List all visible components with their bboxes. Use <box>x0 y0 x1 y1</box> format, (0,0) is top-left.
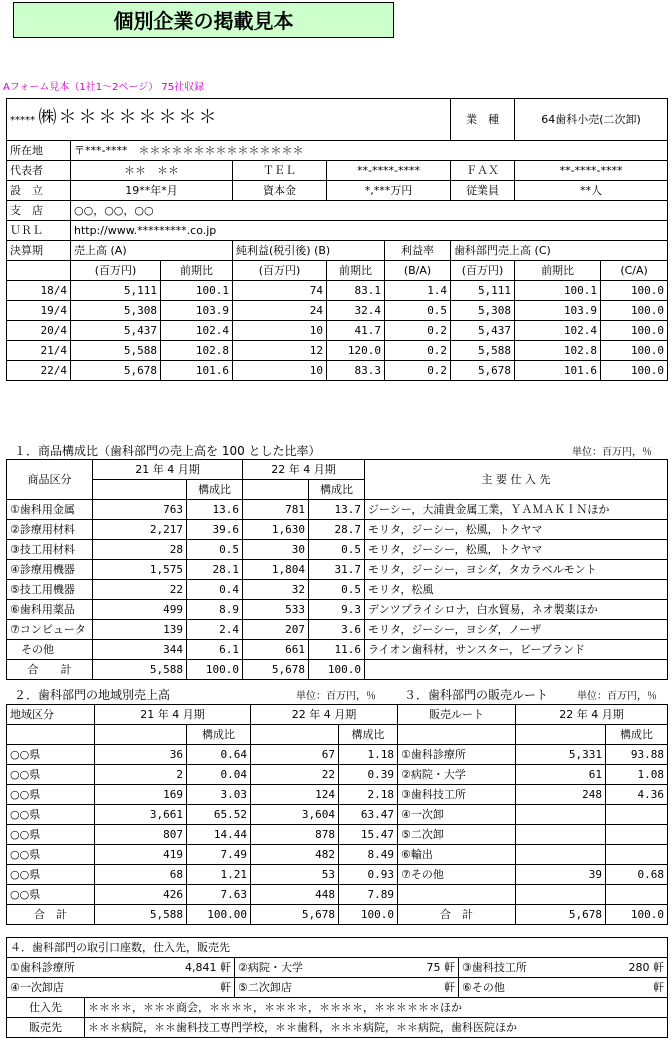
fin-cell: 32.4 <box>327 301 385 321</box>
fin-cell: 0.2 <box>385 361 451 381</box>
table-row <box>398 785 668 805</box>
fin-sub-million: (百万円) <box>71 261 161 281</box>
total-row <box>7 905 398 925</box>
address-value: 〒***-**** ＊＊＊＊＊＊＊＊＊＊＊＊＊＊＊ <box>71 141 668 161</box>
table-row <box>7 865 398 885</box>
table-row <box>7 745 398 765</box>
regional-cell: 0.93 <box>339 865 398 885</box>
industry-value: 64歯科小売(二次卸) <box>515 99 668 141</box>
product-mix-cell: 0.4 <box>187 580 243 600</box>
regional-cell: 67 <box>251 745 339 765</box>
route-cell: 248 <box>516 785 606 805</box>
fin-header-profit: 純利益(税引後) (B) <box>233 241 385 261</box>
product-mix-cell: 13.7 <box>309 500 365 520</box>
regional-cell: 1.21 <box>187 865 251 885</box>
fax-value: **-****-**** <box>515 161 668 181</box>
route-cell: 39 <box>516 865 606 885</box>
total-row <box>7 660 668 680</box>
fin-cell: 83.3 <box>327 361 385 381</box>
fin-cell: 21/4 <box>7 341 71 361</box>
fin-cell: 100.0 <box>601 321 668 341</box>
branch-value: ○○，○○，○○ <box>71 201 668 221</box>
regional-cell: ○○県 <box>7 825 95 845</box>
fin-cell: 12 <box>233 341 327 361</box>
product-mix-cell: 9.3 <box>309 600 365 620</box>
section2-title: ２．歯科部門の地域別売上高 <box>14 688 171 702</box>
table-row <box>7 520 668 540</box>
regional-cell: ○○県 <box>7 785 95 805</box>
fin-cell: 41.7 <box>327 321 385 341</box>
account-cell <box>235 978 459 998</box>
account-cell <box>459 978 668 998</box>
product-mix-cell: 533 <box>243 600 309 620</box>
product-mix-total-cell: 100.0 <box>309 660 365 680</box>
url-label: ＵＲＬ <box>7 221 71 241</box>
section1-unit: 単位：百万円，％ <box>572 447 652 458</box>
fin-cell: 5,111 <box>71 281 161 301</box>
product-mix-cell: ライオン歯科材，サンスター，ビーブランド <box>365 640 668 660</box>
account-count: 4,841 軒 <box>185 961 231 974</box>
s1-header-period1: 21 年 4 月期 <box>93 460 243 480</box>
fin-header-period: 決算期 <box>7 241 71 261</box>
regional-cell: 2.18 <box>339 785 398 805</box>
route-cell <box>516 825 606 845</box>
table-row <box>7 885 398 905</box>
product-mix-table <box>6 459 668 680</box>
table-row <box>398 885 668 905</box>
route-cell <box>606 885 668 905</box>
route-cell <box>606 845 668 865</box>
company-name-cell <box>7 99 451 141</box>
product-mix-cell: 0.5 <box>309 540 365 560</box>
table-row <box>7 620 668 640</box>
route-cell: 0.68 <box>606 865 668 885</box>
capital-label: 資本金 <box>233 181 327 201</box>
fin-cell: 0.2 <box>385 321 451 341</box>
product-mix-cell: 661 <box>243 640 309 660</box>
regional-cell: 14.44 <box>187 825 251 845</box>
regional-cell: 7.49 <box>187 845 251 865</box>
table-row <box>7 321 668 341</box>
regional-cell: 3,661 <box>95 805 187 825</box>
section4-title: ４．歯科部門の取引口座数，仕入先，販売先 <box>7 938 668 958</box>
table-row <box>7 640 668 660</box>
product-mix-cell: 2,217 <box>93 520 187 540</box>
regional-cell: 53 <box>251 865 339 885</box>
product-mix-cell: デンツプライシロナ，白水貿易，ネオ製薬ほか <box>365 600 668 620</box>
s2-header-ratio: 構成比 <box>187 725 251 745</box>
product-mix-cell: 1,575 <box>93 560 187 580</box>
regional-total-cell: 100.0 <box>339 905 398 925</box>
product-mix-cell: 139 <box>93 620 187 640</box>
route-cell: 93.88 <box>606 745 668 765</box>
regional-cell: ○○県 <box>7 865 95 885</box>
regional-cell: 65.52 <box>187 805 251 825</box>
product-mix-cell: 13.6 <box>187 500 243 520</box>
table-row <box>7 958 668 978</box>
table-row <box>7 600 668 620</box>
company-name: ㈱＊＊＊＊＊＊＊＊ <box>38 107 219 128</box>
product-mix-cell: 344 <box>93 640 187 660</box>
product-mix-total-cell: 5,588 <box>93 660 187 680</box>
fin-cell: 5,308 <box>71 301 161 321</box>
product-mix-cell: 207 <box>243 620 309 640</box>
route-cell: 4.36 <box>606 785 668 805</box>
fin-cell: 10 <box>233 361 327 381</box>
route-cell: ⑤二次卸 <box>398 825 516 845</box>
sales-route-table <box>397 704 668 925</box>
product-mix-cell: その他 <box>7 640 93 660</box>
account-type: ⑥その他 <box>462 981 505 994</box>
fin-cell: 5,111 <box>451 281 515 301</box>
account-type: ④一次卸店 <box>10 981 64 994</box>
table-row <box>398 865 668 885</box>
account-type: ②病院・大学 <box>238 961 303 974</box>
account-count: 75 軒 <box>426 961 455 974</box>
fin-sub-yoy: 前期比 <box>327 261 385 281</box>
fin-sub-ba: (B/A) <box>385 261 451 281</box>
route-total-cell: 5,678 <box>516 905 606 925</box>
table-row <box>398 805 668 825</box>
regional-cell: 807 <box>95 825 187 845</box>
route-cell: ②病院・大学 <box>398 765 516 785</box>
regional-total-cell: 合 計 <box>7 905 95 925</box>
fin-cell: 20/4 <box>7 321 71 341</box>
url-value: http://www.*********.co.jp <box>71 221 668 241</box>
table-row <box>7 765 398 785</box>
route-cell <box>516 845 606 865</box>
account-count: 280 軒 <box>628 961 664 974</box>
table-row <box>7 805 398 825</box>
table-row <box>7 341 668 361</box>
product-mix-cell: モリタ，ジーシー，ヨシダ，タカラベルモント <box>365 560 668 580</box>
table-row <box>398 745 668 765</box>
fin-cell: 102.4 <box>515 321 601 341</box>
product-mix-cell: 31.7 <box>309 560 365 580</box>
fin-cell: 5,678 <box>451 361 515 381</box>
fin-cell: 100.0 <box>601 301 668 321</box>
product-mix-total-cell: 5,678 <box>243 660 309 680</box>
fin-cell: 19/4 <box>7 301 71 321</box>
product-mix-cell: 0.5 <box>309 580 365 600</box>
fin-cell: 0.5 <box>385 301 451 321</box>
regional-cell: ○○県 <box>7 765 95 785</box>
regional-cell: 3,604 <box>251 805 339 825</box>
section1-title: １．商品構成比（歯科部門の売上高を 100 とした比率） <box>14 444 321 458</box>
total-row <box>398 905 668 925</box>
company-info-table <box>6 98 668 381</box>
account-type: ⑤二次卸店 <box>238 981 292 994</box>
page-title: 個別企業の掲載見本 <box>13 2 394 38</box>
regional-cell: 878 <box>251 825 339 845</box>
fax-label: ＦＡＸ <box>451 161 515 181</box>
product-mix-cell: 1,630 <box>243 520 309 540</box>
supplier-label: 仕入先 <box>7 998 85 1018</box>
account-cell <box>7 978 235 998</box>
product-mix-cell: 499 <box>93 600 187 620</box>
industry-label: 業 種 <box>451 99 515 141</box>
product-mix-cell: 28 <box>93 540 187 560</box>
route-cell <box>516 885 606 905</box>
account-cell <box>7 958 235 978</box>
s2-header-period1: 21 年 4 月期 <box>95 705 251 725</box>
fin-cell: 5,588 <box>71 341 161 361</box>
fin-cell: 5,437 <box>451 321 515 341</box>
product-mix-cell: 763 <box>93 500 187 520</box>
product-mix-cell: モリタ，ジーシー，松風，トクヤマ <box>365 520 668 540</box>
regional-cell: ○○県 <box>7 845 95 865</box>
s3-header-route: 販売ルート <box>398 705 516 725</box>
product-mix-cell: ①歯科用金属 <box>7 500 93 520</box>
product-mix-cell: ④診療用機器 <box>7 560 93 580</box>
table-row <box>7 978 668 998</box>
product-mix-total-cell: 合 計 <box>7 660 93 680</box>
regional-total-cell: 5,588 <box>95 905 187 925</box>
fin-cell: 1.4 <box>385 281 451 301</box>
fin-sub-million: (百万円) <box>233 261 327 281</box>
product-mix-cell: ②診療用材料 <box>7 520 93 540</box>
regional-cell: 2 <box>95 765 187 785</box>
supplier-value: ＊＊＊＊，＊＊＊商会，＊＊＊＊，＊＊＊＊，＊＊＊＊，＊＊＊＊＊＊ほか <box>85 998 668 1018</box>
route-cell: 61 <box>516 765 606 785</box>
form-subtitle: Aフォーム見本（1社1～2ページ） 75社収録 <box>3 82 205 93</box>
fin-cell: 24 <box>233 301 327 321</box>
fin-cell: 5,588 <box>451 341 515 361</box>
fin-cell: 18/4 <box>7 281 71 301</box>
product-mix-cell: モリタ，松風 <box>365 580 668 600</box>
fin-sub-ca: (C/A) <box>601 261 668 281</box>
fin-cell: 103.9 <box>161 301 233 321</box>
product-mix-cell: 2.4 <box>187 620 243 640</box>
regional-total-cell: 100.00 <box>187 905 251 925</box>
company-code: ***** <box>10 115 35 126</box>
fin-sub-million: (百万円) <box>451 261 515 281</box>
fin-sub-yoy: 前期比 <box>515 261 601 281</box>
product-mix-cell: 1,804 <box>243 560 309 580</box>
fin-header-dental: 歯科部門売上高 (C) <box>451 241 668 261</box>
regional-cell: 68 <box>95 865 187 885</box>
regional-cell: 448 <box>251 885 339 905</box>
product-mix-total-cell <box>365 660 668 680</box>
product-mix-cell: 28.1 <box>187 560 243 580</box>
product-mix-total-cell: 100.0 <box>187 660 243 680</box>
table-row <box>7 301 668 321</box>
address-label: 所在地 <box>7 141 71 161</box>
fin-header-margin: 利益率 <box>385 241 451 261</box>
accounts-table <box>6 937 668 1038</box>
s1-header-ratio: 構成比 <box>309 480 365 500</box>
s1-header-period2: 22 年 4 月期 <box>243 460 365 480</box>
route-total-cell: 100.0 <box>606 905 668 925</box>
route-cell: ⑦その他 <box>398 865 516 885</box>
product-mix-cell: 11.6 <box>309 640 365 660</box>
product-mix-cell: 8.9 <box>187 600 243 620</box>
product-mix-cell: ⑤技工用機器 <box>7 580 93 600</box>
tel-label: ＴＥＬ <box>233 161 327 181</box>
product-mix-cell: 0.5 <box>187 540 243 560</box>
branch-label: 支 店 <box>7 201 71 221</box>
fin-cell: 5,437 <box>71 321 161 341</box>
account-count: 軒 <box>220 981 231 994</box>
regional-cell: 169 <box>95 785 187 805</box>
route-cell <box>516 805 606 825</box>
table-row <box>7 500 668 520</box>
product-mix-cell: 30 <box>243 540 309 560</box>
regional-cell: 3.03 <box>187 785 251 805</box>
table-row <box>398 765 668 785</box>
route-cell <box>606 825 668 845</box>
product-mix-cell: 781 <box>243 500 309 520</box>
fin-cell: 74 <box>233 281 327 301</box>
regional-sales-table <box>6 704 398 925</box>
section3-unit: 単位：百万円，％ <box>577 691 657 702</box>
rep-value: ＊＊ ＊＊ <box>71 161 233 181</box>
regional-cell: 7.63 <box>187 885 251 905</box>
account-type: ①歯科診療所 <box>10 961 75 974</box>
est-label: 設 立 <box>7 181 71 201</box>
fin-cell: 101.6 <box>515 361 601 381</box>
rep-label: 代表者 <box>7 161 71 181</box>
s1-header-supplier: 主 要 仕 入 先 <box>365 460 668 500</box>
regional-cell: 419 <box>95 845 187 865</box>
s2-header-period2: 22 年 4 月期 <box>251 705 398 725</box>
table-row <box>7 825 398 845</box>
table-row <box>7 361 668 381</box>
fin-cell: 22/4 <box>7 361 71 381</box>
route-cell: 1.08 <box>606 765 668 785</box>
table-row <box>398 845 668 865</box>
product-mix-cell: ⑥歯科用薬品 <box>7 600 93 620</box>
regional-cell: 0.39 <box>339 765 398 785</box>
regional-cell: ○○県 <box>7 885 95 905</box>
table-row <box>7 845 398 865</box>
fin-cell: 102.8 <box>515 341 601 361</box>
regional-cell: 0.04 <box>187 765 251 785</box>
emp-label: 従業員 <box>451 181 515 201</box>
fin-cell: 100.1 <box>515 281 601 301</box>
regional-cell: 124 <box>251 785 339 805</box>
regional-cell: 63.47 <box>339 805 398 825</box>
account-cell <box>459 958 668 978</box>
table-row <box>7 560 668 580</box>
product-mix-cell: 32 <box>243 580 309 600</box>
table-row <box>7 580 668 600</box>
fin-cell: 83.1 <box>327 281 385 301</box>
fin-cell: 5,678 <box>71 361 161 381</box>
customer-label: 販売先 <box>7 1018 85 1038</box>
fin-cell: 103.9 <box>515 301 601 321</box>
regional-cell: 482 <box>251 845 339 865</box>
section3-title: ３．歯科部門の販売ルート <box>404 688 549 702</box>
capital-value: *,***万円 <box>327 181 451 201</box>
route-cell: ①歯科診療所 <box>398 745 516 765</box>
table-row <box>7 540 668 560</box>
est-value: 19**年*月 <box>71 181 233 201</box>
route-cell: ③歯科技工所 <box>398 785 516 805</box>
regional-cell: 7.89 <box>339 885 398 905</box>
account-count: 軒 <box>444 981 455 994</box>
table-row <box>398 825 668 845</box>
product-mix-cell: 3.6 <box>309 620 365 640</box>
account-type: ③歯科技工所 <box>462 961 527 974</box>
regional-cell: 22 <box>251 765 339 785</box>
regional-cell: 426 <box>95 885 187 905</box>
section2-unit: 単位：百万円，％ <box>296 691 376 702</box>
fin-cell: 100.0 <box>601 361 668 381</box>
regional-cell: 8.49 <box>339 845 398 865</box>
table-row <box>7 281 668 301</box>
product-mix-cell: 6.1 <box>187 640 243 660</box>
fin-cell: 102.4 <box>161 321 233 341</box>
product-mix-cell: ③技工用材料 <box>7 540 93 560</box>
account-cell <box>235 958 459 978</box>
regional-cell: 15.47 <box>339 825 398 845</box>
fin-cell: 102.8 <box>161 341 233 361</box>
fin-cell: 100.1 <box>161 281 233 301</box>
s3-header-ratio: 構成比 <box>606 725 668 745</box>
regional-cell: 1.18 <box>339 745 398 765</box>
regional-cell: ○○県 <box>7 805 95 825</box>
route-cell: ④一次卸 <box>398 805 516 825</box>
regional-cell: ○○県 <box>7 745 95 765</box>
route-cell <box>398 885 516 905</box>
customer-value: ＊＊＊病院，＊＊歯科技工専門学校，＊＊歯科，＊＊＊病院，＊＊病院，歯科医院ほか <box>85 1018 668 1038</box>
product-mix-cell: モリタ，ジーシー，ヨシダ，ノーザ <box>365 620 668 640</box>
route-cell: 5,331 <box>516 745 606 765</box>
fin-cell: 120.0 <box>327 341 385 361</box>
route-cell: ⑥輸出 <box>398 845 516 865</box>
fin-sub-yoy: 前期比 <box>161 261 233 281</box>
s3-header-period2: 22 年 4 月期 <box>516 705 668 725</box>
fin-cell: 101.6 <box>161 361 233 381</box>
product-mix-cell: 28.7 <box>309 520 365 540</box>
s2-header-region: 地域区分 <box>7 705 95 725</box>
s1-header-ratio: 構成比 <box>187 480 243 500</box>
product-mix-cell: 22 <box>93 580 187 600</box>
account-count: 軒 <box>653 981 664 994</box>
product-mix-cell: モリタ，ジーシー，松風，トクヤマ <box>365 540 668 560</box>
fin-header-sales: 売上高 (A) <box>71 241 233 261</box>
s2-header-ratio: 構成比 <box>339 725 398 745</box>
fin-cell: 10 <box>233 321 327 341</box>
fin-cell: 100.0 <box>601 341 668 361</box>
regional-cell: 36 <box>95 745 187 765</box>
table-row <box>7 785 398 805</box>
regional-total-cell: 5,678 <box>251 905 339 925</box>
product-mix-cell: ⑦コンピュータ <box>7 620 93 640</box>
tel-value: **-****-**** <box>327 161 451 181</box>
fin-cell: 0.2 <box>385 341 451 361</box>
product-mix-cell: 39.6 <box>187 520 243 540</box>
route-total-cell: 合 計 <box>398 905 516 925</box>
product-mix-cell: ジーシー，大浦貴金属工業，ＹＡＭＡＫＩＮほか <box>365 500 668 520</box>
route-cell <box>606 805 668 825</box>
s1-header-category: 商品区分 <box>7 460 93 500</box>
regional-cell: 0.64 <box>187 745 251 765</box>
emp-value: **人 <box>515 181 668 201</box>
fin-cell: 5,308 <box>451 301 515 321</box>
fin-cell: 100.0 <box>601 281 668 301</box>
